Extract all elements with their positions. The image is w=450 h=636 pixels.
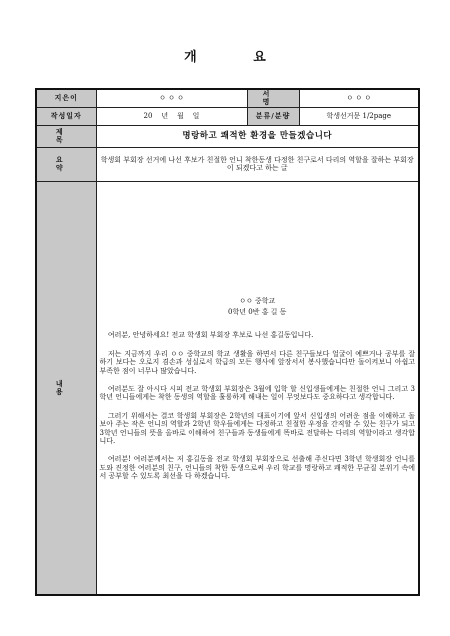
category-value: 학생선거문 1/2page xyxy=(299,107,419,125)
author-row xyxy=(36,89,419,107)
date-value: 20 년 월 일 xyxy=(96,107,247,125)
paragraph-4: 그러기 위해서는 결코 학생회 부회장은 2학년의 대표이기에 앞서 신입생의 어려운 점을 이해하고 돌보아 주는 작은 언니의 역할과 2학년 학우들에게는 다정하고 친절한 우정을 간직할 수 있는 친구가 되고 3학년 언니들의 뜻을 올바로 이해하여 친구들과 동생들에게 똑바로 전달하는 다리의 역할이라고 생각합니다. xyxy=(99,411,415,445)
student-info: 0학년 0반 홍 길 동 xyxy=(228,308,287,317)
summary-row xyxy=(36,147,419,181)
subject-value: 명랑하고 쾌적한 환경을 만들겠습니다 xyxy=(96,125,419,147)
sign-label: 서 명 xyxy=(247,89,299,107)
document-title: 개 요 xyxy=(184,50,292,65)
content-row xyxy=(36,181,419,595)
date-label: 작성일자 xyxy=(36,107,96,125)
overview-form-table xyxy=(35,88,420,596)
summary-label: 요 약 xyxy=(36,147,96,181)
author-label: 지은이 xyxy=(36,89,96,107)
content-label: 내 용 xyxy=(36,181,96,595)
paragraph-3: 여러분도 잘 아시다 시피 전교 학생회 부회장은 3월에 입학 할 신입생들에게는 친절한 언니 그리고 3학년 언니들에게는 착한 동생의 역할을 훌륭하게 해내는 일이 무엇보다도 중요하다고 생각합니다. xyxy=(99,384,415,402)
subject-label: 제 목 xyxy=(36,125,96,147)
date-row xyxy=(36,107,419,125)
content-body xyxy=(96,181,419,595)
sign-value: ㅇ ㅇ ㅇ xyxy=(299,89,419,107)
subject-row xyxy=(36,125,419,147)
summary-value: 학생회 부회장 선거에 나선 후보가 친절한 언니 착한동생 다정한 친구로서 다리의 역할을 잘하는 부회장이 되겠다고 하는 글 xyxy=(96,147,419,181)
author-value: ㅇ ㅇ ㅇ xyxy=(96,89,247,107)
paragraph-2: 저는 지금까지 우리 ㅇㅇ 중학교의 학교 생활을 하면서 다른 친구들보다 얼굴이 예쁘거나 공부를 잘 하기 보다는 오로지 겸손과 성실로서 학급의 모든 행사에 앞장서서 봉사했습니다만 돌이켜보니 아쉽고 부족한 점이 너무나 많았습니다. xyxy=(99,349,415,375)
paragraph-5: 여러분! 여러분께서는 저 홍길동을 전교 학생회 부회장으로 선출해 주신다면 3학년 학생회장 언니를 도와 진정한 여러분의 친구, 언니들의 착한 동생으로써 우리 학교를 명랑하고 쾌적한 무균질 분위기 속에서 공부할 수 있도록 최선을 다 하겠습니다. xyxy=(99,455,415,481)
school-name: ㅇㅇ 중학교 xyxy=(239,296,276,305)
category-label: 분류/분량 xyxy=(247,107,299,125)
paragraph-1: 여러분, 안녕하세요! 전교 학생회 부회장 후보로 나선 홍길동입니다. xyxy=(107,331,314,340)
